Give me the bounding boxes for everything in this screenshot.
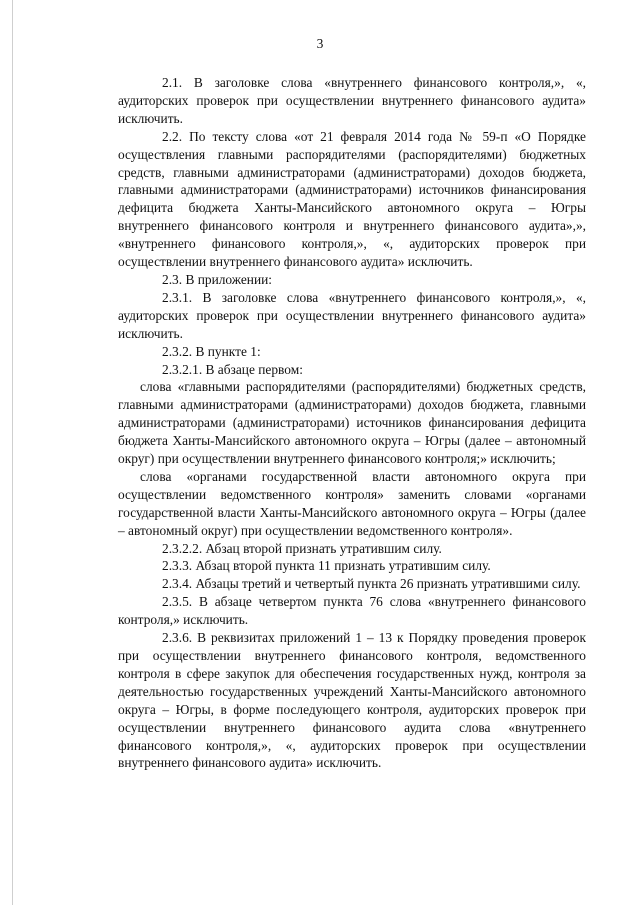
clause-number: 2.3.2.1. <box>162 361 203 377</box>
paragraph-text: В пункте 1: <box>192 343 261 359</box>
paragraph-text: Абзацы третий и четвертый пункта 26 признать утратившими силу. <box>192 576 581 592</box>
paragraph <box>118 378 586 468</box>
clause-number: 2.2. <box>162 128 183 144</box>
paragraph-text: слова «органами государственной власти автономного округа при осуществлении ведомственного контроля» заменить словами «органами государственной власти Ханты-Мансийского автономного округа – Югры (далее – автономный округ) при осуществлении ведомственного контроля». <box>118 468 586 538</box>
paragraph <box>118 575 586 593</box>
paragraph-text: В реквизитах приложений 1 – 13 к Порядку проведения проверок при осуществлении внутреннего финансового контроля, ведомственного контроля в сфере закупок для обеспечения государственных нужд, контроля за деятельностью государственных учреждений Ханты-Мансийского автономного округа – Югры, в форме последующего контроля, аудиторских проверок при осуществлении внутреннего финансового аудита слова «внутреннего финансового контроля,», «, аудиторских проверок при осуществлении внутреннего финансового аудита» исключить. <box>118 630 586 771</box>
paragraph-text: В абзаце первом: <box>202 361 303 377</box>
paragraph <box>118 557 586 575</box>
paragraph <box>118 343 586 361</box>
clause-number: 2.3.3. <box>162 558 193 574</box>
paragraph-text: Абзац второй признать утратившим силу. <box>202 540 442 556</box>
paragraph <box>118 74 586 128</box>
paragraph <box>118 593 586 629</box>
clause-number: 2.3. <box>162 271 183 287</box>
page-number: 3 <box>316 36 324 51</box>
paragraph <box>118 361 586 379</box>
paragraph <box>118 629 586 772</box>
scan-edge <box>12 0 13 905</box>
paragraph-text: По тексту слова «от 21 февраля 2014 года № 59-п «О Порядке осуществления главными распорядителями (распорядителями) бюджетных средств, главными администраторами (администраторами) доходов бюджета, главными администраторами (администраторами) источников финансирования дефицита бюджета Ханты-Мансийского автономного округа – Югры внутреннего финансового контроля и внутреннего финансового аудита»,», «внутреннего финансового контроля,», «, аудиторских проверок при осуществлении внутреннего финансового аудита» исключить. <box>118 128 586 270</box>
clause-number: 2.3.1. <box>162 289 193 305</box>
clause-number: 2.1. <box>162 75 183 90</box>
clause-number: 2.3.4. <box>162 576 193 592</box>
paragraph <box>118 468 586 540</box>
clause-number: 2.3.2.2. <box>162 540 203 556</box>
paragraph-text: В абзаце четвертом пункта 76 слова «внутреннего финансового контроля,» исключить. <box>118 594 586 628</box>
paragraph <box>118 128 586 271</box>
document-body <box>118 74 586 772</box>
clause-number: 2.3.5. <box>162 594 193 610</box>
paragraph-text: Абзац второй пункта 11 признать утратившим силу. <box>192 558 491 574</box>
paragraph-text: В заголовке слова «внутреннего финансового контроля,», «, аудиторских проверок при осуществлении внутреннего финансового аудита» исключить. <box>118 289 586 341</box>
paragraph <box>118 271 586 289</box>
paragraph-text: В заголовке слова «внутреннего финансового контроля,», «, аудиторских проверок при осуществлении внутреннего финансового аудита» исключить. <box>118 75 586 126</box>
paragraph <box>118 289 586 343</box>
paragraph <box>118 540 586 558</box>
clause-number: 2.3.2. <box>162 343 193 359</box>
paragraph-text: слова «главными распорядителями (распорядителями) бюджетных средств, главными администраторами (администраторами) доходов бюджета, главными администраторами (администраторами) источников финансирования дефицита бюджета Ханты-Мансийского автономного округа – Югры (далее – автономный округ) при осуществлении внутреннего финансового контроля;» исключить; <box>118 379 586 467</box>
paragraph-text: В приложении: <box>182 271 273 287</box>
clause-number: 2.3.6. <box>162 630 193 646</box>
